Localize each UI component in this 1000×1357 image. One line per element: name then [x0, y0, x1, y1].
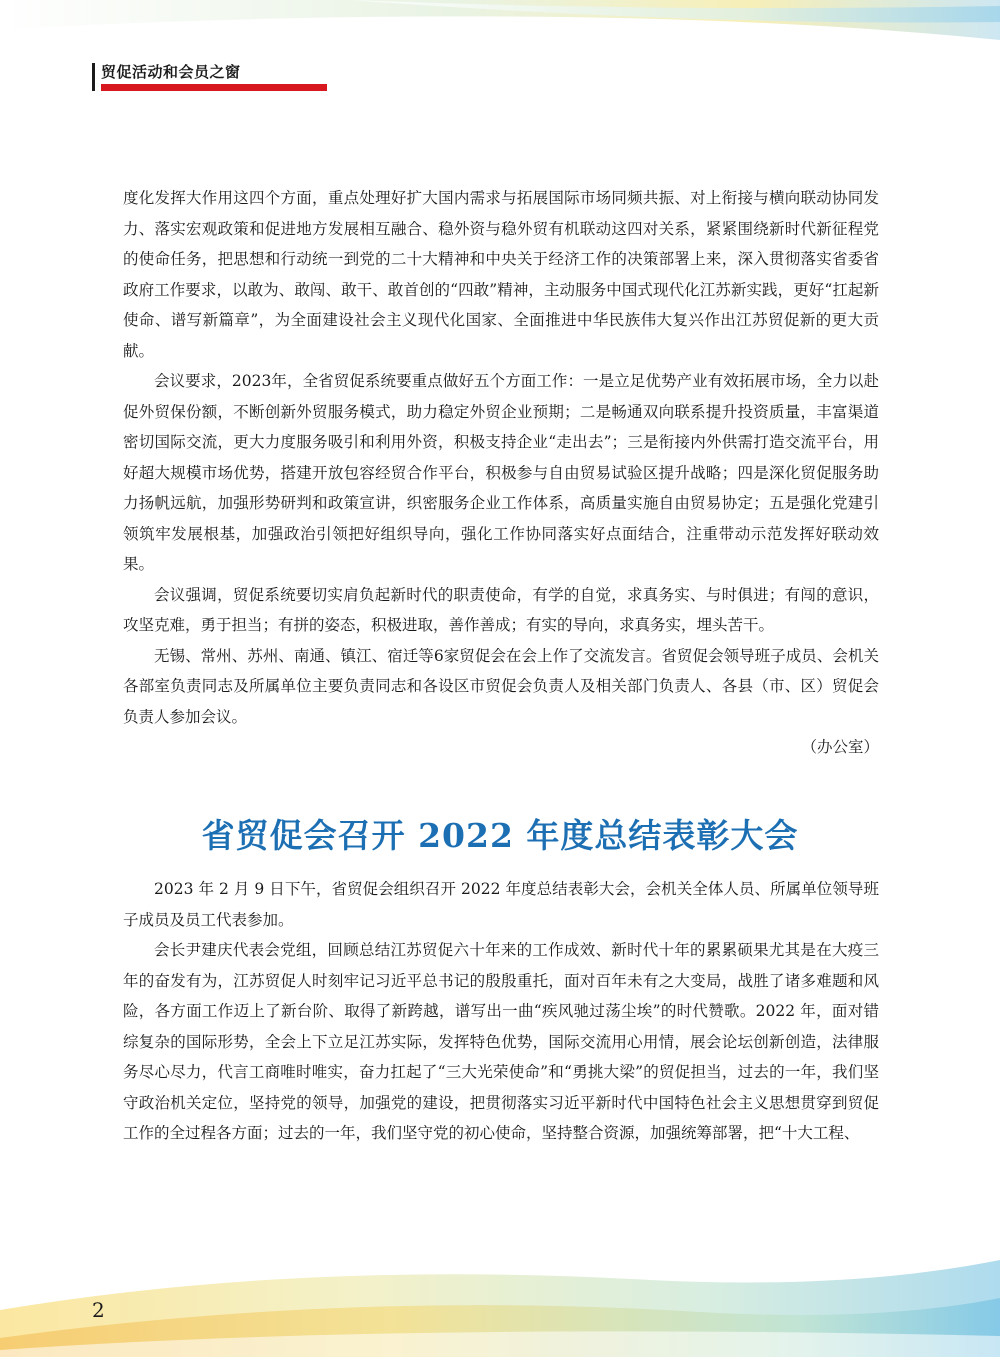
paragraph: 会议强调，贸促系统要切实肩负起新时代的职责使命，有学的自觉，求真务实、与时俱进；有闯的意识，攻坚克难，勇于担当；有拼的姿态，积极进取，善作善成；有实的导向，求真务实，埋头苦干。 — [123, 585, 879, 634]
header-decoration — [0, 0, 1000, 60]
article-continued — [123, 183, 879, 763]
article-title: 省贸促会召开 2022 年度总结表彰大会 — [201, 816, 799, 855]
section-marker-bar — [92, 63, 95, 91]
paragraph: 2023 年 2 月 9 日下午，省贸促会组织召开 2022 年度总结表彰大会，会机关全体人员、所属单位领导班子成员及员工代表参加。 — [123, 880, 879, 929]
section-underline — [101, 84, 327, 91]
paragraph: 无锡、常州、苏州、南通、镇江、宿迁等6家贸促会在会上作了交流发言。省贸促会领导班子成员、会机关各部室负责同志及所属单位主要负责同志和各设区市贸促会负责人及相关部门负责人、各县（市、区）贸促会负责人参加会议。 — [123, 646, 879, 726]
section-label-text: 贸促活动和会员之窗 — [101, 63, 241, 81]
article-body — [123, 874, 879, 1149]
page-number: 2 — [92, 1298, 105, 1322]
footer-decoration — [0, 1250, 1000, 1357]
section-label — [92, 62, 241, 82]
paragraph: 度化发挥大作用这四个方面，重点处理好扩大国内需求与拓展国际市场同频共振、对上衔接与横向联动协同发力、落实宏观政策和促进地方发展相互融合、稳外资与稳外贸有机联动这四对关系，紧紧围绕新时代新征程党的使命任务，把思想和行动统一到党的二十大精神和中央关于经济工作的决策部署上来，深入贯彻落实省委省政府工作要求，以敢为、敢闯、敢干、敢首创的“四敢”精神，主动服务中国式现代化江苏新实践，更好“扛起新使命、谱写新篇章”，为全面建设社会主义现代化国家、全面推进中华民族伟大复兴作出江苏贸促新的更大贡献。 — [123, 189, 879, 360]
paragraph: 会长尹建庆代表会党组，回顾总结江苏贸促六十年来的工作成效、新时代十年的累累硕果尤其是在大疫三年的奋发有为，江苏贸促人时刻牢记习近平总书记的殷殷重托，面对百年未有之大变局，战胜了诸多难题和风险，各方面工作迈上了新台阶、取得了新跨越，谱写出一曲“疾风驰过荡尘埃”的时代赞歌。2022 年，面对错综复杂的国际形势，全会上下立足江苏实际，发挥特色优势，国际交流用心用情，展会论坛创新创造，法律服务尽心尽力，代言工商唯时唯实，奋力扛起了“三大光荣使命”和“勇挑大梁”的贸促担当，过去的一年，我们坚守政治机关定位，坚持党的领导，加强党的建设，把贯彻落实习近平新时代中国特色社会主义思想贯穿到贸促工作的全过程各方面；过去的一年，我们坚守党的初心使命，坚持整合资源，加强统筹部署，把“十大工程、 — [123, 941, 879, 1142]
author-signature: （办公室） — [801, 738, 879, 756]
paragraph: 会议要求，2023年，全省贸促系统要重点做好五个方面工作：一是立足优势产业有效拓展市场，全力以赴促外贸保份额，不断创新外贸服务模式，助力稳定外贸企业预期；二是畅通双向联系提升投资质量，丰富渠道密切国际交流，更大力度服务吸引和利用外资，积极支持企业“走出去”；三是衔接内外供需打造交流平台，用好超大规模市场优势，搭建开放包容经贸合作平台，积极参与自由贸易试验区提升战略；四是深化贸促服务助力扬帆远航，加强形势研判和政策宣讲，织密服务企业工作体系，高质量实施自由贸易协定；五是强化党建引领筑牢发展根基，加强政治引领把好组织导向，强化工作协同落实好点面结合，注重带动示范发挥好联动效果。 — [123, 372, 879, 573]
